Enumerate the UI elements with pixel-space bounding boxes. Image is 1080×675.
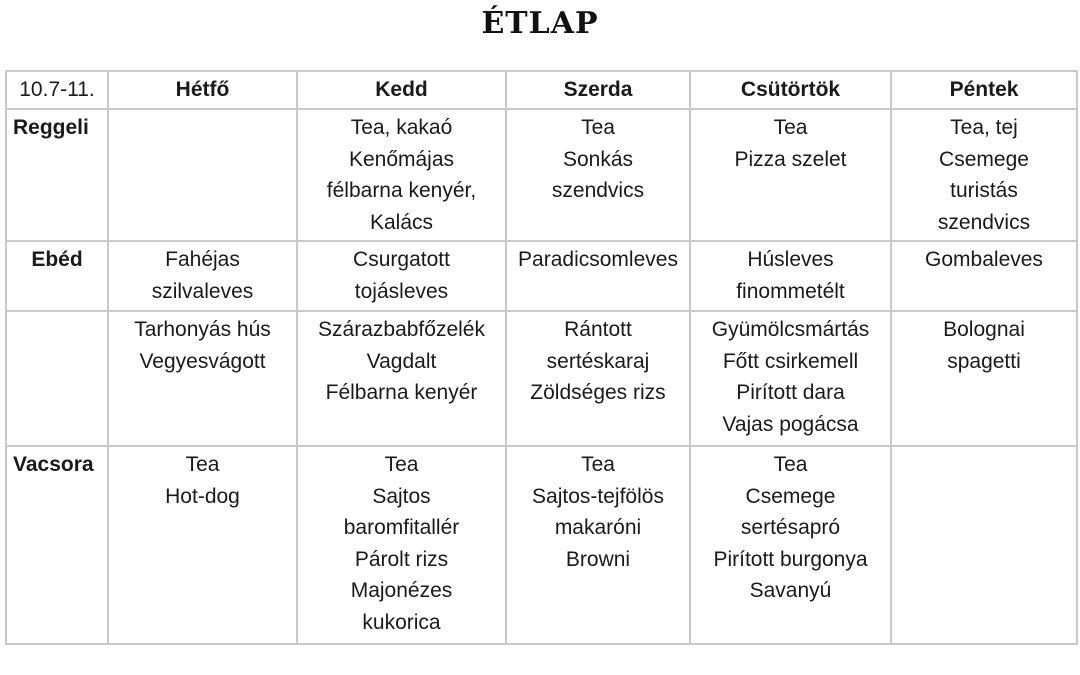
menu-cell bbox=[108, 109, 297, 241]
menu-cell bbox=[891, 109, 1077, 241]
table-row-breakfast bbox=[6, 109, 1077, 241]
menu-cell bbox=[690, 109, 891, 241]
menu-cell bbox=[297, 446, 506, 644]
menu-cell-text: Rántott sertéskaraj Zöldséges rizs bbox=[530, 318, 666, 404]
day-header-wednesday: Szerda bbox=[506, 71, 690, 109]
day-header-monday: Hétfő bbox=[108, 71, 297, 109]
menu-cell bbox=[297, 241, 506, 311]
menu-cell-text: Húsleves finommetélt bbox=[736, 248, 845, 303]
table-row-dinner bbox=[6, 446, 1077, 644]
day-header-thursday: Csütörtök bbox=[690, 71, 891, 109]
menu-cell-text: Tea, tej Csemege turistás szendvics bbox=[937, 116, 1031, 234]
menu-cell bbox=[690, 446, 891, 644]
menu-cell-text: Tea Sajtos-tejfölös makaróni Browni bbox=[532, 453, 664, 571]
menu-cell bbox=[108, 311, 297, 446]
menu-cell bbox=[297, 109, 506, 241]
menu-cell-text: Paradicsomleves bbox=[518, 248, 678, 271]
row-label-dinner: Vacsora bbox=[6, 446, 108, 644]
row-label-lunch: Ebéd bbox=[6, 241, 108, 311]
day-header-tuesday: Kedd bbox=[297, 71, 506, 109]
page-title: ÉTLAP bbox=[481, 6, 599, 41]
menu-cell bbox=[690, 241, 891, 311]
menu-cell bbox=[506, 311, 690, 446]
menu-cell bbox=[506, 109, 690, 241]
menu-cell-text: Tea, kakaó Kenőmájas félbarna kenyér, Kalács bbox=[326, 116, 477, 234]
menu-cell-text: Tarhonyás hús Vegyesvágott bbox=[134, 318, 271, 373]
menu-cell bbox=[506, 446, 690, 644]
menu-cell bbox=[690, 311, 891, 446]
menu-cell-text: Gombaleves bbox=[925, 248, 1043, 271]
day-header-friday: Péntek bbox=[891, 71, 1077, 109]
menu-cell bbox=[297, 311, 506, 446]
menu-cell-text: Gyümölcsmártás Főtt csirkemell Pirított dara Vajas pogácsa bbox=[711, 318, 870, 436]
menu-cell-text: Szárazbabfőzelék Vagdalt Félbarna kenyér bbox=[318, 318, 485, 404]
row-label-empty bbox=[6, 311, 108, 446]
menu-cell bbox=[506, 241, 690, 311]
menu-cell-text: Csurgatott tojásleves bbox=[353, 248, 450, 303]
table-row-lunch-main bbox=[6, 311, 1077, 446]
menu-cell bbox=[108, 446, 297, 644]
menu-cell-text: Tea Csemege sertésapró Pirított burgonya Savanyú bbox=[713, 453, 868, 602]
row-label-breakfast: Reggeli bbox=[6, 109, 108, 241]
menu-cell bbox=[891, 311, 1077, 446]
menu-cell-text: Tea Sonkás szendvics bbox=[551, 116, 645, 202]
menu-cell-text: Bolognai spagetti bbox=[943, 318, 1025, 373]
menu-table bbox=[5, 70, 1078, 645]
date-range-cell: 10.7-11. bbox=[6, 71, 108, 109]
menu-cell bbox=[891, 241, 1077, 311]
table-row-lunch-soup bbox=[6, 241, 1077, 311]
menu-cell bbox=[108, 241, 297, 311]
menu-cell-text: Tea Pizza szelet bbox=[734, 116, 847, 171]
menu-cell-text: Tea Hot-dog bbox=[165, 453, 240, 508]
header-row bbox=[6, 71, 1077, 109]
menu-cell-text: Tea Sajtos baromfitallér Párolt rizs Majonézes kukorica bbox=[343, 453, 460, 634]
menu-cell-text: Fahéjas szilvaleves bbox=[151, 248, 254, 303]
menu-cell bbox=[891, 446, 1077, 644]
